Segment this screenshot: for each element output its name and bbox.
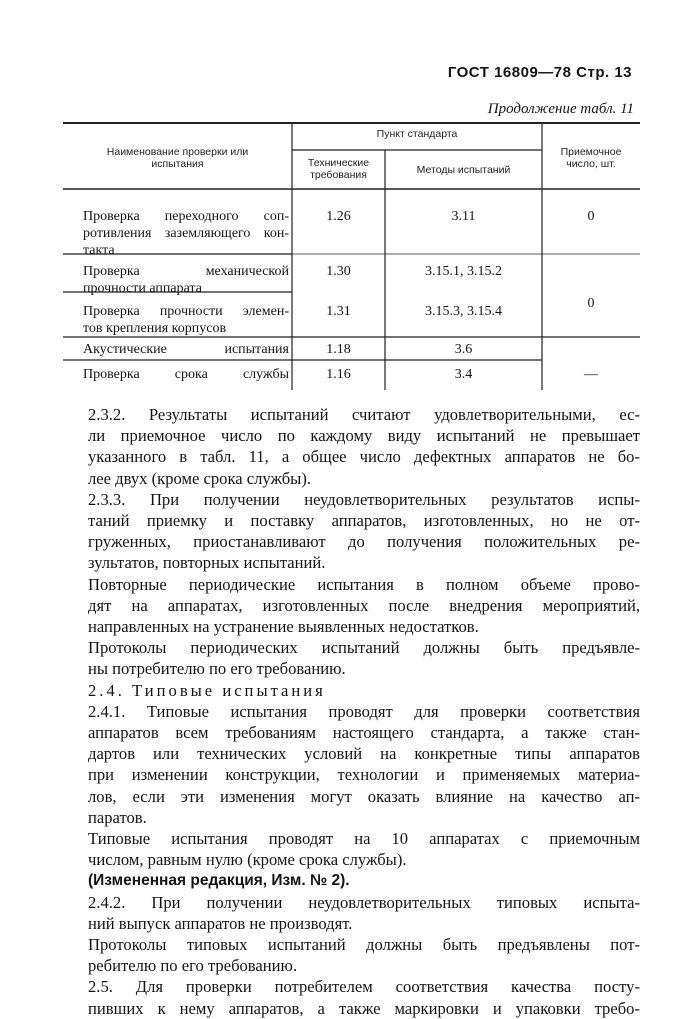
table-row-name: Проверка срока службы [83, 367, 289, 382]
table-cell-methods: 3.15.3, 3.15.4 [425, 304, 502, 319]
paragraph-2-4-2: 2.4.2. При получении неудовлетворительных типовых испыта- ний выпуск аппаратов не производят. [88, 892, 640, 933]
header-standard-clause: Пункт стандарта [376, 128, 458, 140]
paragraph-type-reports: Протоколы типовых испытаний должны быть предъявлены пот- ребителю по его требованию. [88, 935, 640, 976]
paragraph-2-5: 2.5. Для проверки потребителем соответствия качества посту- пивших к нему аппаратов, а также маркировки и упаковки требо- [88, 977, 640, 1018]
table-continuation-label: Продолжение табл. 11 [487, 101, 634, 117]
header-name: Наименование проверки или испытания [106, 146, 249, 170]
body-text [64, 404, 640, 1019]
table-cell-tech: 1.30 [326, 264, 351, 279]
header-tech-requirements: Технические требования [307, 157, 370, 181]
header-test-methods: Методы испытаний [416, 164, 511, 176]
paragraph-periodic-reports: Протоколы периодических испытаний должны быть предъявле- ны потребителю по его требованию. [88, 638, 640, 679]
table-row-name: Проверка переходного соп- ротивления заземляющего кон- такта [83, 209, 289, 258]
amendment-note: (Измененная редакция, Изм. № 2). [88, 872, 350, 890]
table-cell-acceptance: 0 [587, 296, 595, 311]
paragraph-2-4-1: 2.4.1. Типовые испытания проводят для проверки соответствия аппаратов всем требованиям настоящего стандарта, а также стан- дартов или технических условий на конкретные типы аппаратов при изменении конструкции, технологии и применяемых материа- лов, если эти изменения могут оказать влияние на качество ап- паратов. [88, 701, 640, 827]
table-cell-methods: 3.11 [451, 209, 476, 224]
table-cell-acceptance: — [584, 367, 598, 382]
paragraph-2-3-2: 2.3.2. Результаты испытаний считают удовлетворительными, ес- ли приемочное число по каждому виду испытаний не превышает указанного в табл. 11, а общее число дефектных аппаратов не бо- лее двух (кроме срока службы). [88, 405, 640, 488]
table-cell-tech: 1.26 [326, 209, 351, 224]
table-row-name: Проверка механической прочности аппарата [83, 264, 289, 296]
table-cell-tech: 1.18 [326, 342, 351, 357]
table-row-name: Акустические испытания [83, 342, 289, 357]
table-cell-acceptance: 0 [587, 209, 595, 224]
table-cell-methods: 3.4 [454, 367, 473, 382]
table-cell-methods: 3.6 [454, 342, 473, 357]
page-header: ГОСТ 16809—78 Стр. 13 [447, 64, 632, 81]
header-acceptance-number: Приемочное число, шт. [560, 146, 622, 170]
standards-table [63, 122, 640, 390]
table-row-name: Проверка прочности элемен- тов крепления корпусов [83, 304, 289, 336]
paragraph-repeat-tests: Повторные периодические испытания в полном объеме прово- дят на аппаратах, изготовленных после внедрения мероприятий, направленных на устранение выявленных недостатков. [88, 574, 640, 637]
section-heading-2-4: 2.4. Типовые испытания [88, 680, 326, 700]
paragraph-2-3-3: 2.3.3. При получении неудовлетворительных результатов испы- таний приемку и поставку аппаратов, изготовленных, но не от- груженных, приостанавливают до получения положительных ре- зультатов, повторных испытаний. [88, 489, 640, 573]
paragraph-type-tests-count: Типовые испытания проводят на 10 аппаратах с приемочным числом, равным нулю (кроме срока службы). [88, 829, 640, 870]
table-cell-tech: 1.16 [326, 367, 351, 382]
table-cell-methods: 3.15.1, 3.15.2 [425, 264, 502, 279]
table-cell-tech: 1.31 [326, 304, 351, 319]
